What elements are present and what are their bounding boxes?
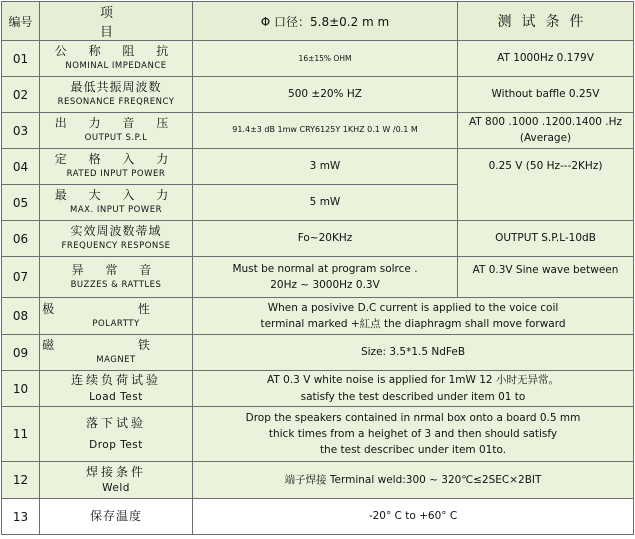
row-number: 13 xyxy=(2,499,40,535)
item-en: OUTPUT S.P.L xyxy=(84,133,148,144)
condition-line: AT 800 .1000 .1200.1400 .Hz xyxy=(468,115,623,128)
row-value: 91.4±3 dB 1mw CRY6125Y 1KHZ 0.1 W /0.1 M xyxy=(193,113,458,149)
table-row xyxy=(2,462,634,499)
item-en: POLARTTY xyxy=(92,318,140,329)
row-condition: AT 0.3V Sine wave between xyxy=(458,257,634,298)
row-item xyxy=(40,407,193,462)
row-value: 16±15% OHM xyxy=(193,41,458,77)
row-item xyxy=(40,462,193,499)
row-number: 05 xyxy=(2,185,40,221)
row-condition: OUTPUT S.P.L-10dB xyxy=(458,221,634,257)
item-en: RATED INPUT POWER xyxy=(66,169,166,180)
header-row xyxy=(2,2,634,41)
row-text: 端子焊接 Terminal weld:300 ~ 320℃≤2SEC×2BIT xyxy=(193,462,634,499)
row-item xyxy=(40,371,193,407)
table-row xyxy=(2,499,634,535)
row-item xyxy=(40,77,193,113)
table-row xyxy=(2,335,634,371)
row-item xyxy=(40,335,193,371)
row-number: 09 xyxy=(2,335,40,371)
item-en: RESONANCE FREQRENCY xyxy=(57,97,175,108)
header-value: Φ 口径：5.8±0.2 m m xyxy=(193,2,458,41)
row-value: 3 mW xyxy=(193,149,458,185)
table-row xyxy=(2,41,634,77)
row-item xyxy=(40,113,193,149)
item-cn: 保存温度 xyxy=(89,508,142,523)
item-cn: 实效周波数蒂域 xyxy=(70,224,162,239)
row-number: 02 xyxy=(2,77,40,113)
row-value: 5 mW xyxy=(193,185,458,221)
item-en: Weld xyxy=(102,482,130,495)
value-line: Must be normal at program solrce . xyxy=(232,262,418,275)
item-cn: 最低共振周波数 xyxy=(70,80,162,95)
row-number: 07 xyxy=(2,257,40,298)
item-en: BUZZES & RATTLES xyxy=(70,279,162,290)
item-cn: 定 格 入 力 xyxy=(54,152,178,167)
table-row xyxy=(2,257,634,298)
row-condition: AT 1000Hz 0.179V xyxy=(458,41,634,77)
value-line: 20Hz ~ 3000Hz 0.3V xyxy=(270,279,380,291)
text-line: the test describec under item 01to. xyxy=(319,444,507,457)
row-number: 01 xyxy=(2,41,40,77)
header-no: 编号 xyxy=(2,2,40,41)
table-row xyxy=(2,77,634,113)
row-item xyxy=(40,257,193,298)
row-text xyxy=(193,298,634,335)
condition-line: (Average) xyxy=(519,131,572,144)
item-cn: 落下试验 xyxy=(85,415,146,430)
text-line: AT 0.3 V white noise is applied for 1mW 12 小时无异常。 xyxy=(267,374,559,387)
item-en: FREQUENCY RESPONSE xyxy=(61,241,171,252)
row-item xyxy=(40,221,193,257)
text-line: terminal marked +紅点 the diaphragm shall move forward xyxy=(260,318,566,330)
row-text: -20° C to +60° C xyxy=(193,499,634,535)
text-line: thick times from a heighet of 3 and then should satisfy xyxy=(268,427,558,440)
row-value: 500 ±20% HZ xyxy=(193,77,458,113)
header-item-right: 目 xyxy=(100,25,114,40)
item-cn: 磁 铁 xyxy=(42,338,190,353)
row-number: 06 xyxy=(2,221,40,257)
row-item xyxy=(40,298,193,335)
item-cn: 公 称 阻 抗 xyxy=(54,44,178,59)
text-line: When a posivive D.C current is applied to the voice coil xyxy=(267,301,559,314)
table-row xyxy=(2,371,634,407)
row-value xyxy=(193,257,458,298)
row-item xyxy=(40,149,193,185)
item-cn: 极 性 xyxy=(42,301,190,316)
row-number: 08 xyxy=(2,298,40,335)
row-number: 04 xyxy=(2,149,40,185)
item-cn: 连续负荷试验 xyxy=(70,373,161,388)
text-line: Drop the speakers contained in nrmal box onto a board 0.5 mm xyxy=(245,411,581,424)
row-condition: 0.25 V (50 Hz---2KHz) xyxy=(458,149,634,221)
item-en: MAX. INPUT POWER xyxy=(70,205,162,216)
header-item xyxy=(40,2,193,41)
row-item xyxy=(40,41,193,77)
row-condition: Without baffle 0.25V xyxy=(458,77,634,113)
row-text xyxy=(193,407,634,462)
text-line: satisfy the test described under item 01 to xyxy=(300,390,526,403)
row-text xyxy=(193,371,634,407)
header-item-left: 项 xyxy=(100,6,114,21)
row-value: Fo~20KHz xyxy=(193,221,458,257)
row-number: 11 xyxy=(2,407,40,462)
table-row xyxy=(2,149,634,185)
item-cn: 异 常 音 xyxy=(71,262,161,277)
header-condition: 测试条件 xyxy=(458,2,634,41)
item-en: NOMINAL IMPEDANCE xyxy=(65,61,167,72)
table-row xyxy=(2,298,634,335)
table-row xyxy=(2,221,634,257)
table-row xyxy=(2,113,634,149)
item-en: Drop Test xyxy=(89,439,143,452)
item-cn: 出 力 音 压 xyxy=(54,116,178,131)
row-condition xyxy=(458,113,634,149)
item-en: MAGNET xyxy=(96,355,136,366)
spec-table xyxy=(1,1,634,535)
row-item xyxy=(40,185,193,221)
table-row xyxy=(2,407,634,462)
item-en: Load Test xyxy=(89,390,143,403)
item-cn: 焊接条件 xyxy=(85,464,146,479)
row-item xyxy=(40,499,193,535)
row-number: 03 xyxy=(2,113,40,149)
row-number: 12 xyxy=(2,462,40,499)
row-text: Size: 3.5*1.5 NdFeB xyxy=(193,335,634,371)
row-number: 10 xyxy=(2,371,40,407)
item-cn: 最 大 入 力 xyxy=(54,188,178,203)
